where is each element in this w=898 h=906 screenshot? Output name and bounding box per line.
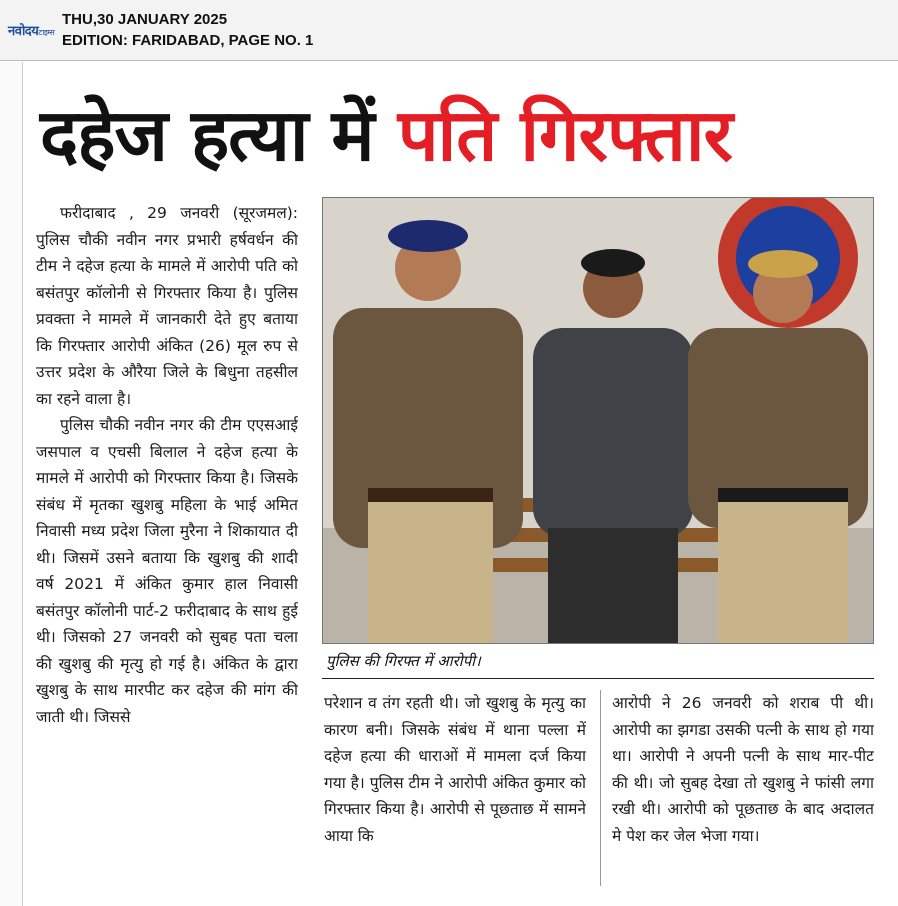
news-photo — [322, 197, 874, 644]
date-line: THU,30 JANUARY 2025 — [62, 11, 228, 28]
headline-red-part: पति गिरफ्तार — [397, 93, 732, 177]
headline-black-part: दहेज हत्या में — [40, 93, 374, 177]
article-column-2 — [324, 690, 586, 890]
newspaper-logo — [8, 20, 54, 42]
column-divider — [600, 690, 601, 886]
edition-info — [62, 9, 313, 51]
edition-header-bar — [0, 0, 898, 61]
photo-illustration — [323, 198, 873, 643]
paragraph-2: पुलिस चौकी नवीन नगर की टीम एएसआई जसपाल व एचसी बिलाल ने दहेज हत्या के मामले में आरोपी को गिरफ्तार किया है। जिसके संबंध में मृतका खुशबु महिला के भाई अमित निवासी मध्य प्रदेश जिला मुरैना ने शिकायात दी थी। जिसमें उसने बताया कि खुशबु की शादी वर्ष 2021 में अंकित कुमार हाल निवासी बसंतपुर कॉलोनी पार्ट-2 फरीदाबाद के साथ हुई थी। जिसको 27 जनवरी को सुबह पता चला की खुशबु की मृत्यु हो गई है। अंकित के द्वारा खुशबु के साथ मारपीट कर दहेज की मांग की जाती थी। जिससे — [36, 416, 298, 726]
paragraph-4: आरोपी ने 26 जनवरी को शराब पी थी। आरोपी का झगडा उसकी पत्नी के साथ हो गया था। आरोपी ने अपनी पत्नी के साथ मार-पीट की थी। जो सुबह देखा तो खुशबु ने फांसी लगा रखी थी। आरोपी को पूछताछ के बाद अदालत मे पेश कर जेल भेजा गया। — [612, 694, 874, 845]
paragraph-1: फरीदाबाद , 29 जनवरी (सूरजमल): पुलिस चौकी नवीन नगर प्रभारी हर्षवर्धन की टीम ने दहेज हत्या के मामले में आरोपी पति को बसंतपुर कॉलोनी से गिरफ्तार किया है। पुलिस प्रवक्ता ने मामले में जानकारी देते हुए बताया कि गिरफ्तार आरोपी अंकित (26) मूल रुप से उत्तर प्रदेश के औरैया जिले के बिधुना तहसील का रहने वाला है। — [36, 204, 298, 408]
logo-subtext: टाइम्स — [38, 28, 55, 37]
logo-text: नवोदय — [8, 23, 39, 38]
article-column-1 — [36, 200, 298, 890]
left-margin — [0, 62, 22, 906]
edition-line: EDITION: FARIDABAD, PAGE NO. 1 — [62, 32, 314, 49]
paragraph-3: परेशान व तंग रहती थी। जो खुशबु के मृत्यु का कारण बनी। जिसके संबंध में थाना पल्ला में दहेज हत्या की धाराओं में मामला दर्ज किया गया है। पुलिस टीम ने आरोपी अंकित कुमार को गिरफ्तार किया है। आरोपी से पूछताछ में सामने आया कि — [324, 694, 586, 845]
headline — [40, 80, 880, 190]
caption-divider — [322, 678, 874, 679]
photo-caption: पुलिस की गिरफ्त में आरोपी। — [326, 652, 481, 670]
article-column-3 — [612, 690, 874, 890]
